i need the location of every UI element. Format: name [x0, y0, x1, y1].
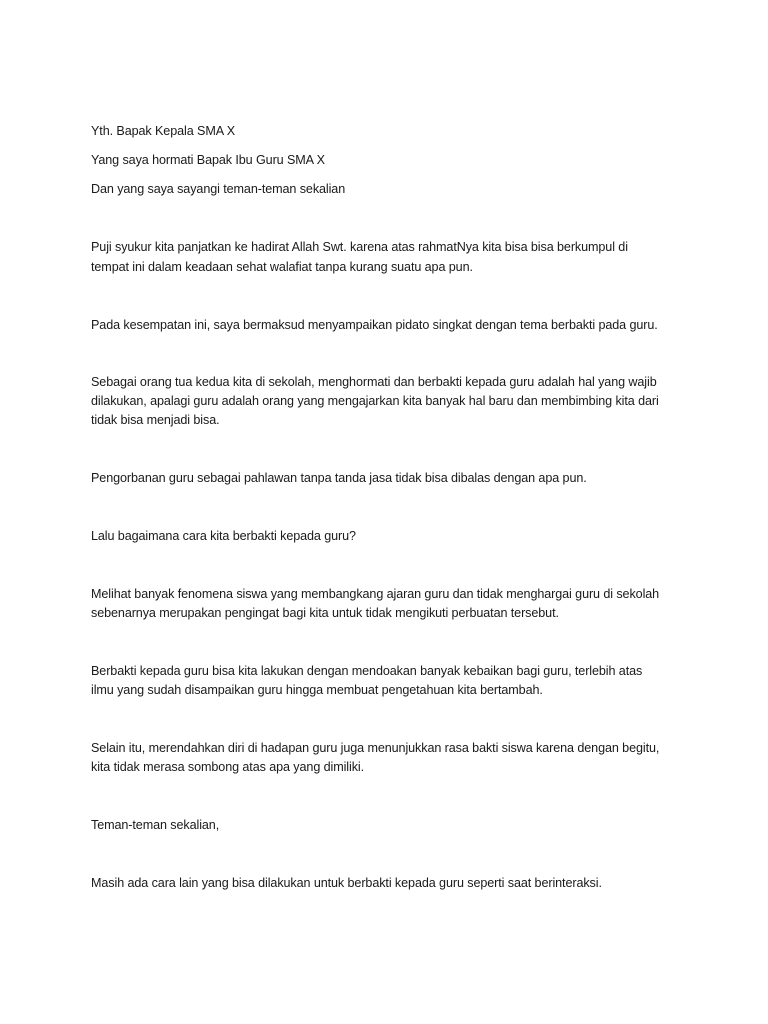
- salutation-line: Yth. Bapak Kepala SMA X: [91, 124, 236, 138]
- paragraph-line: Selain itu, merendahkan diri di hadapan guru juga menunjukkan rasa bakti siswa karena dengan begitu,: [91, 741, 660, 755]
- paragraph-line: kita tidak merasa sombong atas apa yang dimiliki.: [91, 760, 364, 774]
- salutation-line: Yang saya hormati Bapak Ibu Guru SMA X: [91, 153, 325, 167]
- paragraph-line: Pada kesempatan ini, saya bermaksud menyampaikan pidato singkat dengan tema berbakti pada guru.: [91, 318, 658, 332]
- paragraph-line: sebenarnya merupakan pengingat bagi kita untuk tidak mengikuti perbuatan tersebut.: [91, 606, 559, 620]
- paragraph-line: Masih ada cara lain yang bisa dilakukan untuk berbakti kepada guru seperti saat berinteraksi.: [91, 876, 602, 890]
- paragraph-line: Pengorbanan guru sebagai pahlawan tanpa tanda jasa tidak bisa dibalas dengan apa pun.: [91, 471, 587, 485]
- paragraph-line: Puji syukur kita panjatkan ke hadirat Allah Swt. karena atas rahmatNya kita bisa bisa berkumpul di: [91, 240, 628, 254]
- paragraph-line: Melihat banyak fenomena siswa yang membangkang ajaran guru dan tidak menghargai guru di sekolah: [91, 587, 660, 601]
- paragraph-line: Lalu bagaimana cara kita berbakti kepada guru?: [91, 529, 356, 543]
- paragraph-line: Sebagai orang tua kedua kita di sekolah, menghormati dan berbakti kepada guru adalah hal yang wajib: [91, 375, 657, 389]
- paragraph-line: ilmu yang sudah disampaikan guru hingga membuat pengetahuan kita bertambah.: [91, 683, 543, 697]
- paragraph-line: tidak bisa menjadi bisa.: [91, 413, 220, 427]
- paragraph-line: Teman-teman sekalian,: [91, 818, 220, 832]
- salutation-line: Dan yang saya sayangi teman-teman sekalian: [91, 182, 346, 196]
- paragraph-line: Berbakti kepada guru bisa kita lakukan dengan mendoakan banyak kebaikan bagi guru, terlebih atas: [91, 664, 643, 678]
- paragraph-line: dilakukan, apalagi guru adalah orang yang mengajarkan kita banyak hal baru dan membimbing kita dari: [91, 394, 659, 408]
- paragraph-line: tempat ini dalam keadaan sehat walafiat tanpa kurang suatu apa pun.: [91, 260, 473, 274]
